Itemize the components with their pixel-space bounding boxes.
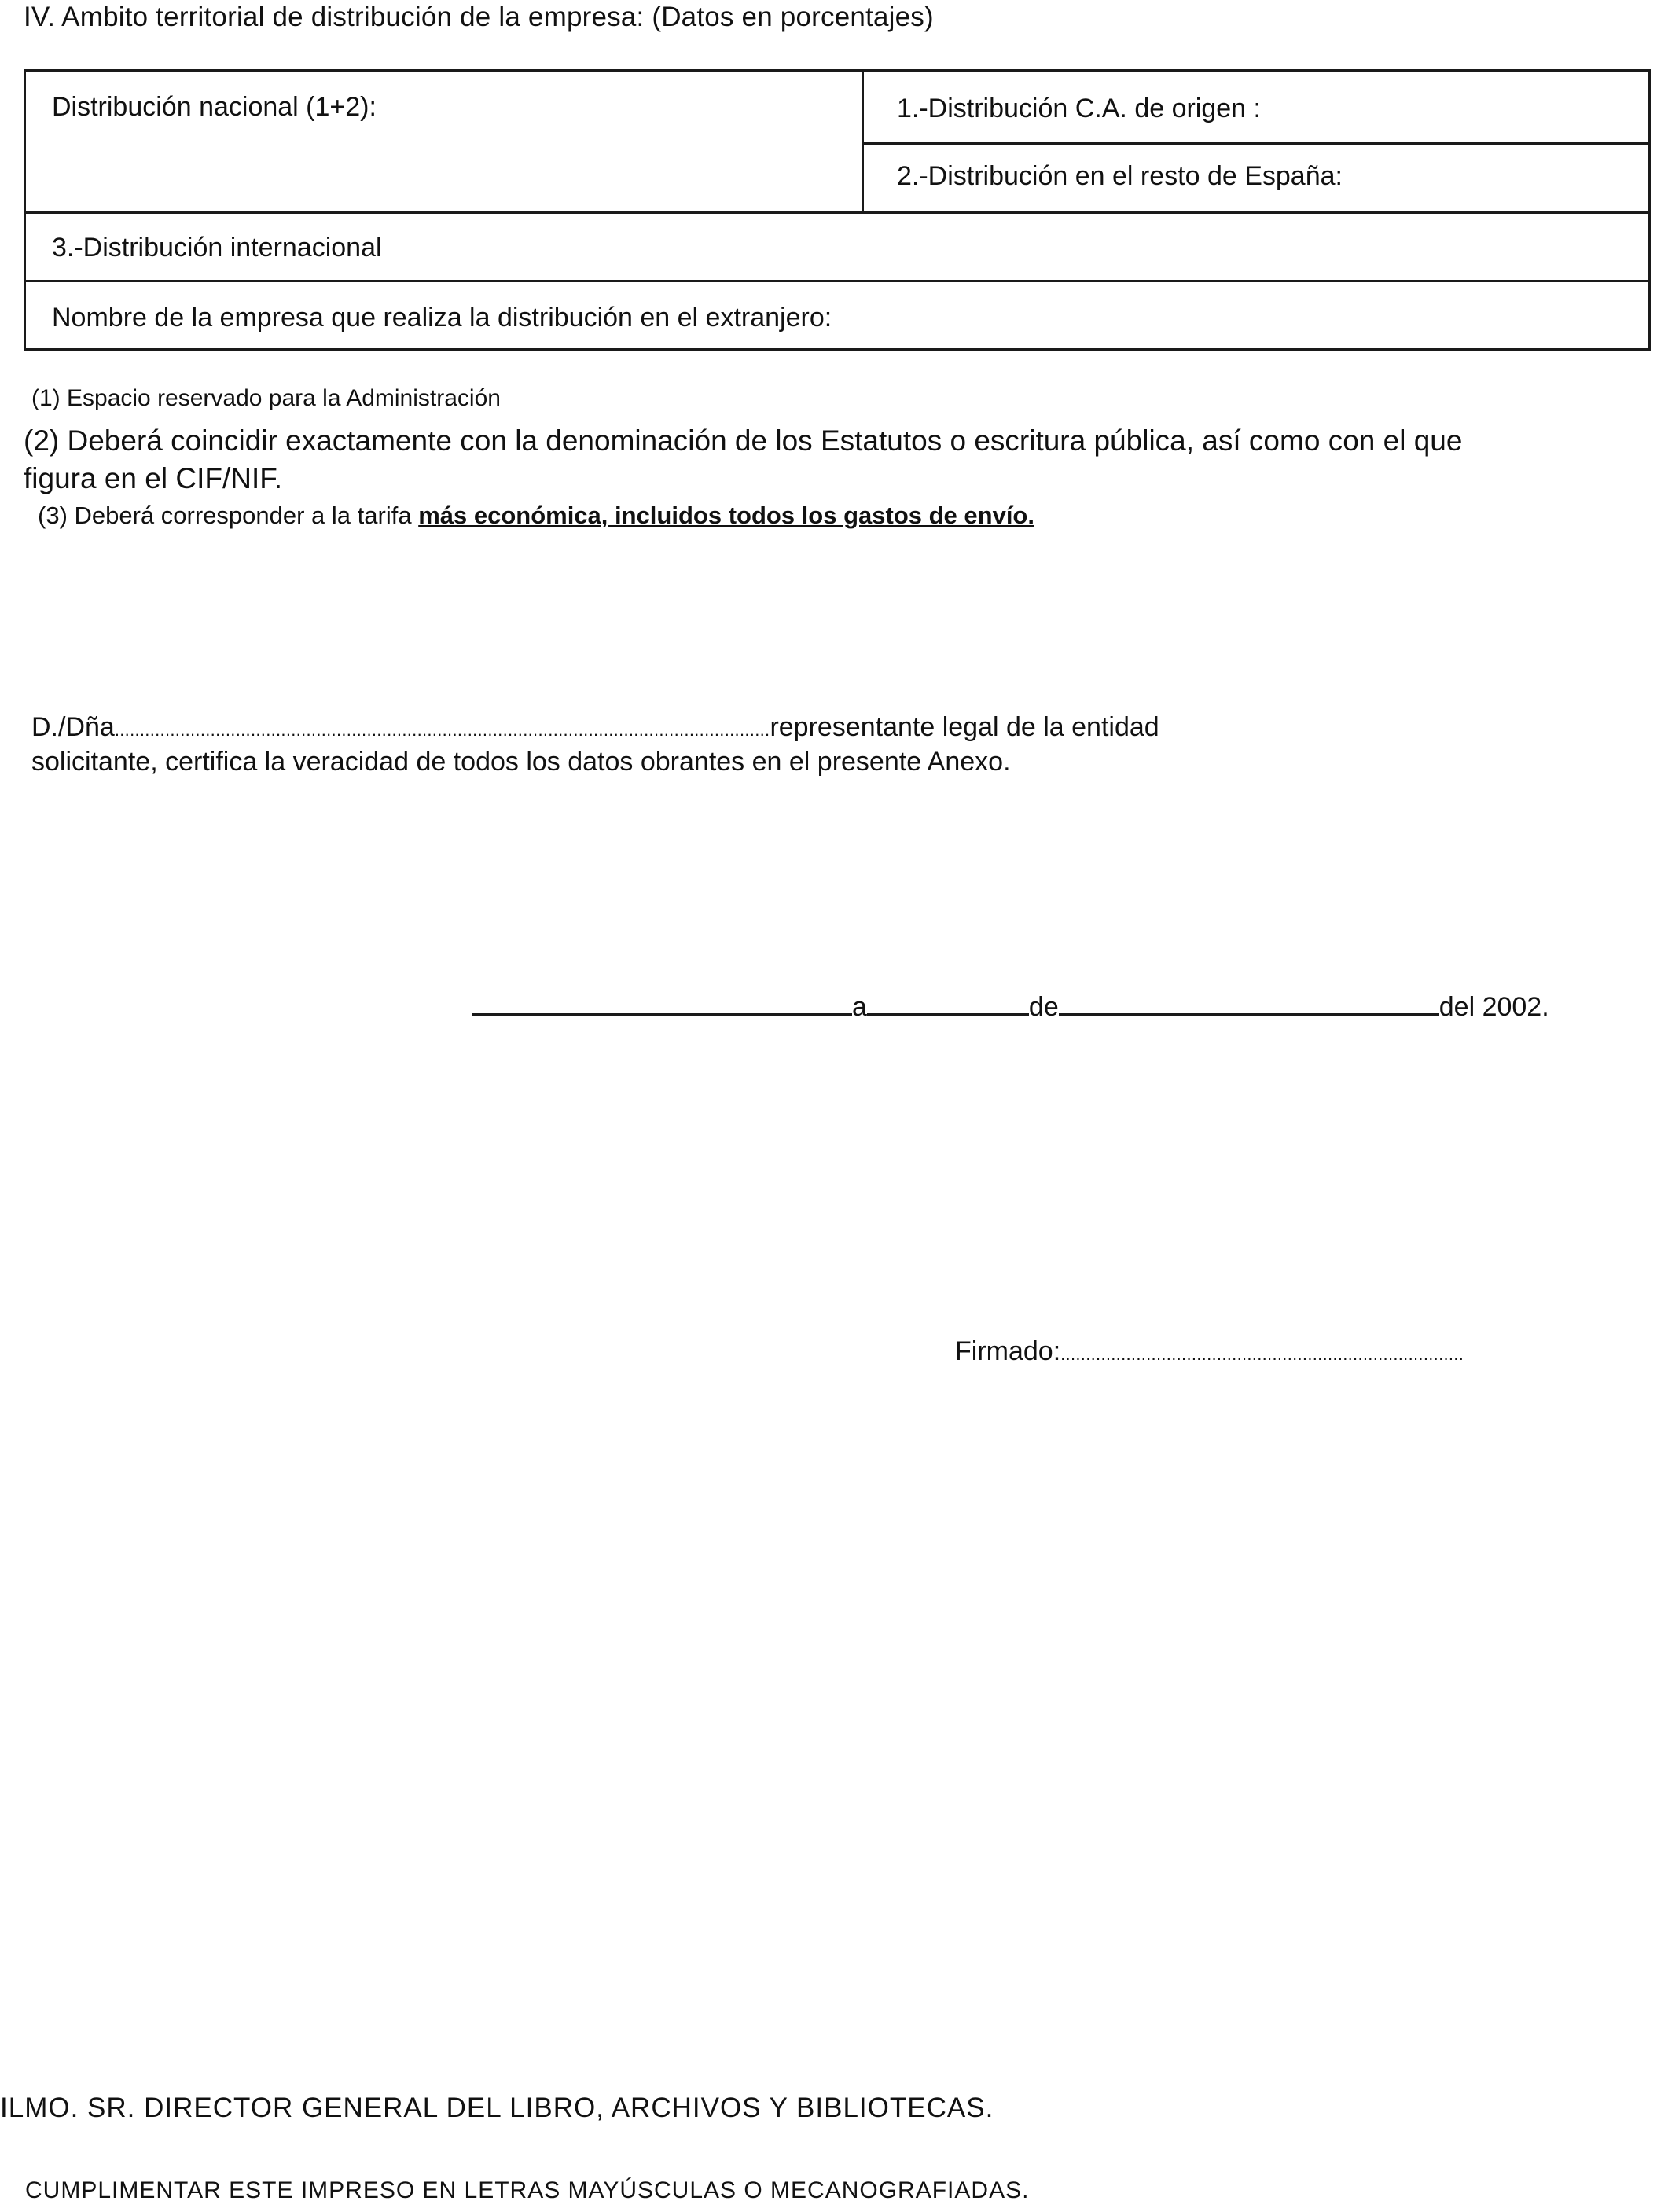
certification-prefix: D./Dña <box>31 712 115 742</box>
note-2-line-1: (2) Deberá coincidir exactamente con la denominación de los Estatutos o escritura pública, así como con el que <box>24 424 1463 457</box>
date-year-label: del 2002. <box>1438 992 1549 1022</box>
origin-ca-distribution-label[interactable]: 1.-Distribución C.A. de origen : <box>897 94 1261 123</box>
table-divider-right <box>862 142 1651 145</box>
note-3-prefix: (3) Deberá corresponder a la tarifa <box>38 502 419 529</box>
signature-line <box>955 1336 1464 1367</box>
certification-line-1 <box>31 712 1159 743</box>
signature-label: Firmado: <box>955 1336 1061 1366</box>
note-3-emphasis: más económica, incluidos todos los gastos de envío. <box>418 502 1034 529</box>
note-1: (1) Espacio reservado para la Administración <box>31 385 501 411</box>
place-field[interactable] <box>472 1013 852 1016</box>
signature-field[interactable]: ................................................................................ <box>1060 1344 1464 1364</box>
note-3 <box>38 502 1034 530</box>
certification-suffix: representante legal de la entidad <box>770 712 1159 742</box>
rest-spain-distribution-label[interactable]: 2.-Distribución en el resto de España: <box>897 161 1343 191</box>
section-title: IV. Ambito territorial de distribución de la empresa: (Datos en porcentajes) <box>24 2 934 32</box>
footer-instruction: CUMPLIMENTAR ESTE IMPRESO EN LETRAS MAYÚSCULAS O MECANOGRAFIADAS. <box>25 2177 1030 2203</box>
national-distribution-label[interactable]: Distribución nacional (1+2): <box>52 92 377 122</box>
addressee: ILMO. SR. DIRECTOR GENERAL DEL LIBRO, ARCHIVOS Y BIBLIOTECAS. <box>0 2093 994 2123</box>
distribution-table <box>24 69 1651 351</box>
representative-name-field[interactable]: .................................................................................................................................. <box>114 720 770 740</box>
foreign-distributor-label[interactable]: Nombre de la empresa que realiza la distribución en el extranjero: <box>52 303 832 333</box>
certification-line-2: solicitante, certifica la veracidad de todos los datos obrantes en el presente Anexo. <box>31 747 1011 777</box>
day-field[interactable] <box>867 1013 1029 1016</box>
month-field[interactable] <box>1059 1013 1439 1016</box>
date-line <box>472 992 1549 1023</box>
date-de-label: de <box>1028 992 1059 1022</box>
note-2-line-2: figura en el CIF/NIF. <box>24 462 283 494</box>
international-distribution-label[interactable]: 3.-Distribución internacional <box>52 233 382 263</box>
table-divider-row-3 <box>26 280 1648 282</box>
table-divider-row-2 <box>26 211 1648 214</box>
date-a-label: a <box>852 992 867 1022</box>
